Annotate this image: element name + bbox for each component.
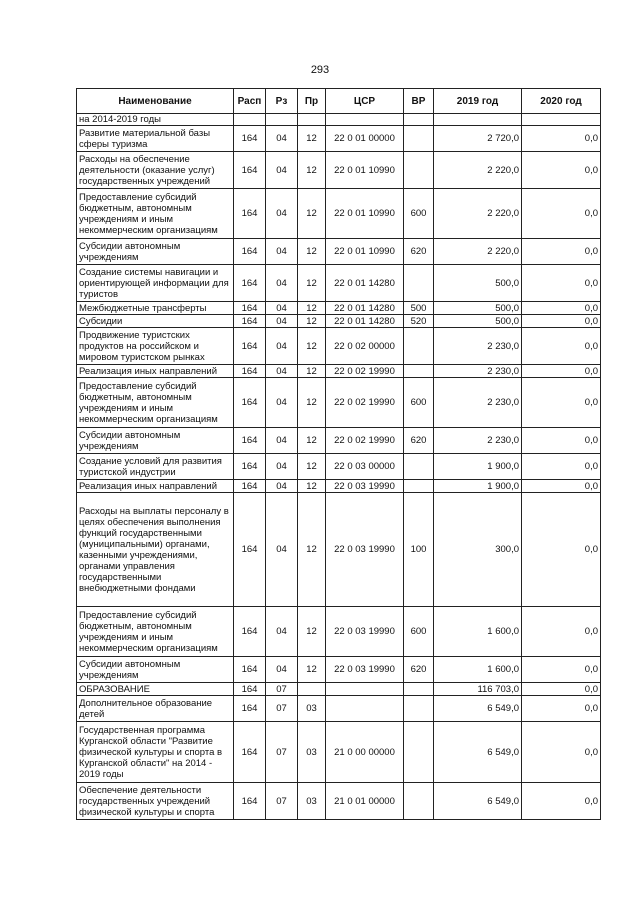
cell-vr: 100 — [404, 493, 434, 607]
cell-pr: 12 — [298, 239, 326, 265]
continuation-row — [77, 114, 601, 126]
cell-rz: 04 — [266, 365, 298, 378]
cell-csr: 22 0 02 19990 — [326, 428, 404, 454]
table-row — [77, 302, 601, 315]
cell-pr: 12 — [298, 265, 326, 302]
cell-csr: 22 0 01 10990 — [326, 189, 404, 239]
cell-rasp: 164 — [234, 783, 266, 820]
cell-2019: 2 230,0 — [434, 378, 522, 428]
cell-rz: 04 — [266, 328, 298, 365]
table-row — [77, 265, 601, 302]
cell-pr: 12 — [298, 302, 326, 315]
cell-rz: 04 — [266, 378, 298, 428]
cell-pr: 03 — [298, 783, 326, 820]
cell-name: Реализация иных направлений — [77, 365, 234, 378]
cell-name: Создание условий для развития туристской индустрии — [77, 454, 234, 480]
cell-rasp: 164 — [234, 378, 266, 428]
cell-2020: 0,0 — [522, 152, 601, 189]
cell-vr: 600 — [404, 378, 434, 428]
cell-rz: 04 — [266, 315, 298, 328]
cell-rasp: 164 — [234, 480, 266, 493]
cell-csr: 22 0 02 19990 — [326, 365, 404, 378]
cell-2020: 0,0 — [522, 683, 601, 696]
cell-2020: 0,0 — [522, 783, 601, 820]
cell-2020: 0,0 — [522, 696, 601, 722]
cell-pr: 03 — [298, 722, 326, 783]
cell-2020: 0,0 — [522, 493, 601, 607]
cell-2020: 0,0 — [522, 722, 601, 783]
cell-csr: 22 0 03 19990 — [326, 657, 404, 683]
cell-vr — [404, 722, 434, 783]
cell-pr: 12 — [298, 328, 326, 365]
cell-name: ОБРАЗОВАНИЕ — [77, 683, 234, 696]
cell-csr: 21 0 01 00000 — [326, 783, 404, 820]
cell-vr: 600 — [404, 607, 434, 657]
cell-name: Расходы на выплаты персоналу в целях обеспечения выполнения функций государственными (муниципальными) органами, казенными учреждениями, органами управления государственными внебюджетными фондами — [77, 493, 234, 607]
cell-vr: 620 — [404, 239, 434, 265]
cell-vr: 620 — [404, 428, 434, 454]
cell-rz: 07 — [266, 722, 298, 783]
cell-rasp: 164 — [234, 696, 266, 722]
cell-rz: 07 — [266, 783, 298, 820]
table-row — [77, 428, 601, 454]
cell-2020: 0,0 — [522, 302, 601, 315]
cell-csr: 22 0 03 19990 — [326, 607, 404, 657]
cell-pr — [298, 683, 326, 696]
cell-name: Субсидии автономным учреждениям — [77, 239, 234, 265]
cell-2020: 0,0 — [522, 189, 601, 239]
cell-name: Создание системы навигации и ориентирующей информации для туристов — [77, 265, 234, 302]
cell-rz: 04 — [266, 302, 298, 315]
header-2020: 2020 год — [522, 89, 601, 114]
cell-2019: 500,0 — [434, 302, 522, 315]
cell-2019: 2 230,0 — [434, 428, 522, 454]
cell-2019: 6 549,0 — [434, 696, 522, 722]
header-pr: Пр — [298, 89, 326, 114]
cell-rasp: 164 — [234, 189, 266, 239]
cell-2019: 6 549,0 — [434, 722, 522, 783]
cell-2019: 2 230,0 — [434, 365, 522, 378]
cell-pr: 12 — [298, 126, 326, 152]
cell-csr: 22 0 03 19990 — [326, 480, 404, 493]
cell-name: Развитие материальной базы сферы туризма — [77, 126, 234, 152]
cell-rz: 04 — [266, 480, 298, 493]
table-row — [77, 683, 601, 696]
cell-vr — [404, 683, 434, 696]
cell-csr: 22 0 01 14280 — [326, 265, 404, 302]
cell-rz: 07 — [266, 696, 298, 722]
table-row — [77, 454, 601, 480]
cell-rz: 04 — [266, 607, 298, 657]
budget-table — [76, 88, 601, 820]
cell-2020: 0,0 — [522, 265, 601, 302]
cell-pr: 03 — [298, 696, 326, 722]
cell-rasp: 164 — [234, 365, 266, 378]
cell-pr: 12 — [298, 607, 326, 657]
cell-2020: 0,0 — [522, 657, 601, 683]
header-rz: Рз — [266, 89, 298, 114]
cell-vr: 620 — [404, 657, 434, 683]
header-rasp: Расп — [234, 89, 266, 114]
table-row — [77, 696, 601, 722]
cell-name: Субсидии — [77, 315, 234, 328]
cell-pr: 12 — [298, 493, 326, 607]
cell-2020: 0,0 — [522, 607, 601, 657]
cell-csr: 22 0 01 14280 — [326, 315, 404, 328]
cell-rz: 04 — [266, 265, 298, 302]
cell-2020: 0,0 — [522, 378, 601, 428]
cell-csr: 22 0 02 00000 — [326, 328, 404, 365]
cell-vr: 520 — [404, 315, 434, 328]
cell-2019: 2 220,0 — [434, 189, 522, 239]
header-csr: ЦСР — [326, 89, 404, 114]
cell-2019: 1 900,0 — [434, 454, 522, 480]
cell-csr: 22 0 02 19990 — [326, 378, 404, 428]
cell-rasp: 164 — [234, 657, 266, 683]
cell-vr — [404, 454, 434, 480]
cell-csr: 22 0 01 00000 — [326, 126, 404, 152]
cell-2019: 300,0 — [434, 493, 522, 607]
cell-pr: 12 — [298, 315, 326, 328]
cell-vr — [404, 365, 434, 378]
table-row — [77, 480, 601, 493]
cell-csr: 22 0 03 00000 — [326, 454, 404, 480]
table-row — [77, 493, 601, 607]
table-row — [77, 783, 601, 820]
table-row — [77, 607, 601, 657]
cell-rasp: 164 — [234, 126, 266, 152]
cell-2020: 0,0 — [522, 454, 601, 480]
cell-rasp: 164 — [234, 328, 266, 365]
cell-rz: 04 — [266, 152, 298, 189]
cell-2019: 2 230,0 — [434, 328, 522, 365]
cell-name: Расходы на обеспечение деятельности (оказание услуг) государственных учреждений — [77, 152, 234, 189]
cell-rz: 04 — [266, 126, 298, 152]
cell-2020: 0,0 — [522, 365, 601, 378]
cell-2019: 1 900,0 — [434, 480, 522, 493]
cell-rz: 07 — [266, 683, 298, 696]
cell-csr — [326, 696, 404, 722]
header-2019: 2019 год — [434, 89, 522, 114]
cell-2019: 1 600,0 — [434, 607, 522, 657]
cell-pr: 12 — [298, 657, 326, 683]
cell-vr — [404, 328, 434, 365]
cell-vr — [404, 696, 434, 722]
cell-rz: 04 — [266, 239, 298, 265]
cell-pr: 12 — [298, 378, 326, 428]
cell-rasp: 164 — [234, 493, 266, 607]
cell-2019: 500,0 — [434, 265, 522, 302]
cell-vr — [404, 152, 434, 189]
cell-rasp: 164 — [234, 152, 266, 189]
cell-rasp: 164 — [234, 265, 266, 302]
cell-2019: 6 549,0 — [434, 783, 522, 820]
cell-2019: 2 720,0 — [434, 126, 522, 152]
cell-csr: 21 0 00 00000 — [326, 722, 404, 783]
continuation-text: на 2014-2019 годы — [77, 114, 234, 126]
cell-rasp: 164 — [234, 683, 266, 696]
cell-2019: 116 703,0 — [434, 683, 522, 696]
cell-2019: 2 220,0 — [434, 152, 522, 189]
cell-pr: 12 — [298, 189, 326, 239]
cell-rz: 04 — [266, 428, 298, 454]
table-row — [77, 239, 601, 265]
cell-name: Предоставление субсидий бюджетным, автономным учреждениям и иным некоммерческим организациям — [77, 378, 234, 428]
cell-rasp: 164 — [234, 428, 266, 454]
cell-name: Государственная программа Курганской области "Развитие физической культуры и спорта в Курганской области" на 2014 - 2019 годы — [77, 722, 234, 783]
table-row — [77, 657, 601, 683]
cell-rasp: 164 — [234, 302, 266, 315]
cell-rz: 04 — [266, 189, 298, 239]
cell-rasp: 164 — [234, 454, 266, 480]
cell-csr: 22 0 03 19990 — [326, 493, 404, 607]
cell-name: Дополнительное образование детей — [77, 696, 234, 722]
cell-2020: 0,0 — [522, 428, 601, 454]
cell-name: Субсидии автономным учреждениям — [77, 428, 234, 454]
header-vr: ВР — [404, 89, 434, 114]
cell-vr — [404, 126, 434, 152]
table-row — [77, 152, 601, 189]
cell-name: Предоставление субсидий бюджетным, автономным учреждениям и иным некоммерческим организациям — [77, 189, 234, 239]
cell-name: Реализация иных направлений — [77, 480, 234, 493]
table-row — [77, 328, 601, 365]
cell-name: Межбюджетные трансферты — [77, 302, 234, 315]
cell-2019: 500,0 — [434, 315, 522, 328]
cell-rasp: 164 — [234, 239, 266, 265]
cell-vr: 600 — [404, 189, 434, 239]
cell-vr: 500 — [404, 302, 434, 315]
cell-2019: 1 600,0 — [434, 657, 522, 683]
cell-name: Обеспечение деятельности государственных учреждений физической культуры и спорта — [77, 783, 234, 820]
cell-csr: 22 0 01 10990 — [326, 239, 404, 265]
cell-pr: 12 — [298, 480, 326, 493]
header-name: Наименование — [77, 89, 234, 114]
table-row — [77, 126, 601, 152]
cell-rz: 04 — [266, 454, 298, 480]
cell-2020: 0,0 — [522, 328, 601, 365]
table-row — [77, 315, 601, 328]
cell-pr: 12 — [298, 365, 326, 378]
cell-2020: 0,0 — [522, 315, 601, 328]
cell-rasp: 164 — [234, 315, 266, 328]
cell-2020: 0,0 — [522, 239, 601, 265]
cell-rasp: 164 — [234, 607, 266, 657]
table-row — [77, 365, 601, 378]
cell-2019: 2 220,0 — [434, 239, 522, 265]
cell-name: Субсидии автономным учреждениям — [77, 657, 234, 683]
cell-csr: 22 0 01 14280 — [326, 302, 404, 315]
cell-pr: 12 — [298, 152, 326, 189]
table-row — [77, 189, 601, 239]
cell-vr — [404, 480, 434, 493]
cell-vr — [404, 265, 434, 302]
cell-rz: 04 — [266, 657, 298, 683]
cell-csr — [326, 683, 404, 696]
cell-name: Предоставление субсидий бюджетным, автономным учреждениям и иным некоммерческим организациям — [77, 607, 234, 657]
table-header-row — [77, 89, 601, 114]
cell-rz: 04 — [266, 493, 298, 607]
cell-vr — [404, 783, 434, 820]
cell-2020: 0,0 — [522, 480, 601, 493]
cell-name: Продвижение туристских продуктов на российском и мировом туристском рынках — [77, 328, 234, 365]
cell-pr: 12 — [298, 454, 326, 480]
cell-csr: 22 0 01 10990 — [326, 152, 404, 189]
table-row — [77, 722, 601, 783]
cell-rasp: 164 — [234, 722, 266, 783]
table-row — [77, 378, 601, 428]
cell-pr: 12 — [298, 428, 326, 454]
page-number: 293 — [310, 64, 330, 76]
cell-2020: 0,0 — [522, 126, 601, 152]
